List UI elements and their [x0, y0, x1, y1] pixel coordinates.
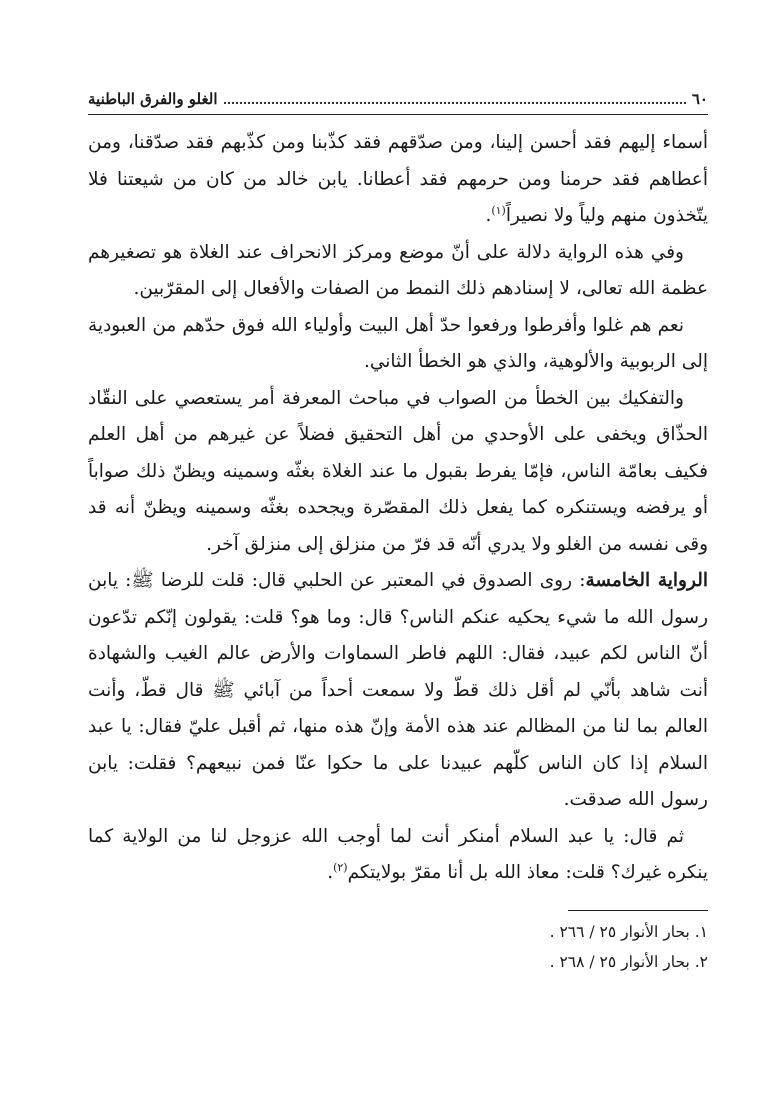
paragraph: نعم هم غلوا وأفرطوا ورفعوا حدّ أهل البيت وأولياء الله فوق حدّهم من العبودية إلى الربوبية والألوهية، والذي هو الخطأ الثاني. [88, 314, 708, 372]
paragraph: والتفكيك بين الخطأ من الصواب في مباحث المعرفة أمر يستعصي على النقّاد الحذّاق ويخفى على الأوحدي من أهل التحقيق فضلاً عن غيرهم من أهل العلم فكيف بعامّة الناس، فإمّا يفرط بقبول ما عند الغلاة بغثّه وسمينه ويظنّ ذلك صواباً أو يرفضه ويستنكره كما يفعل ذلك المقصّرة ويجحده بغثّه وسمينه ويظنّ أنه قد وقى نفسه من الغلو ولا يدري أنّه قد فرّ من منزلق إلى منزلق آخر. [88, 387, 708, 555]
footnotes [88, 917, 708, 977]
body-text [88, 125, 708, 892]
book-page [88, 82, 708, 977]
narration-heading: الرواية الخامسة [585, 570, 708, 591]
paragraph: الرواية الخامسة: روى الصدوق في المعتبر عن الحلبي قال: قلت للرضا ﷺ: يابن رسول الله ما شيء يحكيه عنكم الناس؟ قال: وما هو؟ قلت: يقولون إنّكم تدّعون أنّ الناس لكم عبيد، فقال: اللهم فاطر السماوات والأرض عالم الغيب والشهادة أنت شاهد بأنّي لم أقل ذلك قطّ ولا سمعت أحداً من آبائي ﷺ قال قطّ، وأنت العالم بما لنا من المظالم عند هذه الأمة وإنّ هذه منها، ثم أقبل عليّ فقال: يا عبد السلام إذا كان الناس كلّهم عبيدنا على ما حكوا عنّا فمن نبيعهم؟ فقلت: يابن رسول الله صدقت. [88, 570, 708, 810]
footnote-ref[interactable]: (٢) [333, 860, 348, 874]
footnote-ref[interactable]: (١) [491, 203, 506, 217]
paragraph: أسماء إليهم فقد أحسن إلينا، ومن صدّقهم فقد كذّبنا ومن كذّبهم فقد صدّقنا، ومن أعطاهم فقد حرمنا ومن حرمهم فقد أعطانا. يابن خالد من كان من شيعتنا فلا يتّخذون منهم ولياً ولا نصيراً$^{(١)}$. [88, 132, 708, 226]
footnote: ٢. بحار الأنوار ٢٥ / ٢٦٨ . [549, 952, 708, 971]
paragraph: ثم قال: يا عبد السلام أمنكر أنت لما أوجب الله عزوجل لنا من الولاية كما ينكره غيرك؟ قلت: معاذ الله بل أنا مقرّ بولايتكم$^{(٢)}$. [88, 825, 708, 883]
footnote-separator [568, 910, 708, 911]
page-header [88, 82, 708, 115]
running-title: الغلو والفرق الباطنية [88, 90, 218, 108]
paragraph: وفي هذه الرواية دلالة على أنّ موضع ومركز الانحراف عند الغلاة هو تصغيرهم عظمة الله تعالى، لا إسنادهم ذلك النمط من الصفات والأفعال إلى المقرّبين. [88, 241, 708, 299]
page-number: ٦٠ [691, 90, 708, 108]
footnote: ١. بحار الأنوار ٢٥ / ٢٦٦ . [549, 922, 708, 941]
header-leader-dots [224, 101, 686, 104]
